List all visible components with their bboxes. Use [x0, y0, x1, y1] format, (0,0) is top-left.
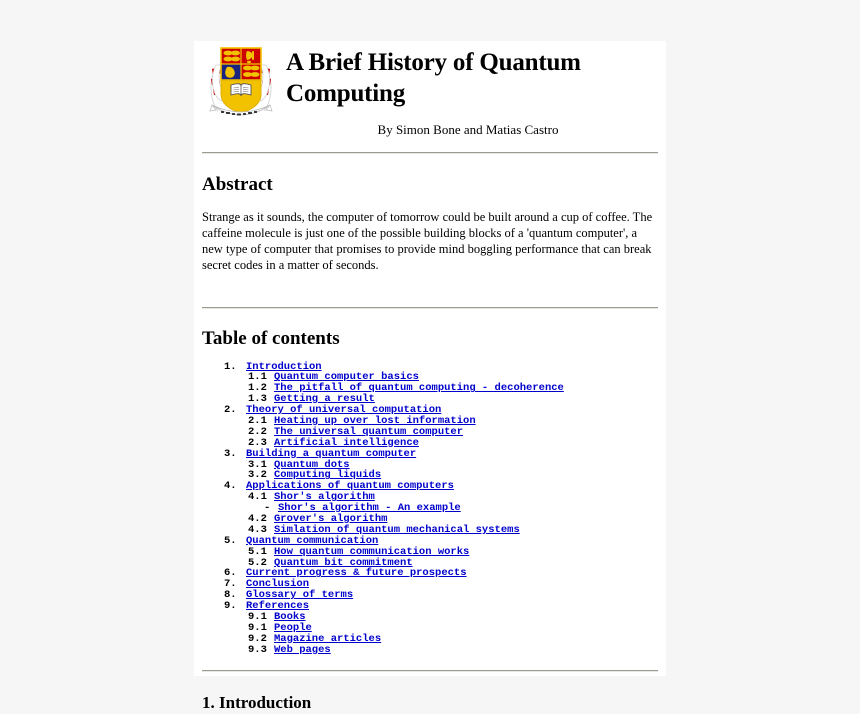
toc-item-link[interactable]: The universal quantum computer	[274, 425, 464, 438]
toc-item-number: 9.2	[248, 632, 267, 645]
crest-container	[202, 43, 278, 127]
toc-item	[202, 460, 658, 471]
toc-item-link[interactable]: Theory of universal computation	[246, 404, 442, 417]
toc-item-number: 4.	[224, 480, 237, 493]
toc-item-number: 4.3	[248, 523, 267, 536]
toc-item	[202, 383, 658, 394]
toc-item-link[interactable]: Conclusion	[246, 578, 310, 591]
toc-item	[202, 634, 658, 645]
toc-item-number: 4.1	[248, 491, 267, 504]
toc-item-link[interactable]: Getting a result	[274, 393, 375, 406]
toc-item-number: 9.1	[248, 621, 267, 634]
toc-item-number: 9.1	[248, 610, 267, 623]
page-title: A Brief History of Quantum Computing	[286, 49, 581, 107]
toc-item-number: 9.3	[248, 643, 267, 656]
divider-after-header	[202, 152, 658, 154]
toc-item-link[interactable]: Artificial intelligence	[274, 436, 419, 449]
toc-item-number: 2.2	[248, 425, 267, 438]
toc-item-number: 5.1	[248, 545, 267, 558]
toc-item-number: 1.2	[248, 382, 267, 395]
toc-item-link[interactable]: Books	[274, 610, 306, 623]
introduction-heading: 1. Introduction	[202, 692, 312, 712]
toc-item-link[interactable]: Simlation of quantum mechanical systems	[274, 523, 520, 536]
page-inner	[194, 41, 666, 713]
toc-item-number: 7.	[224, 578, 237, 591]
toc-heading: Table of contents	[202, 327, 340, 349]
toc-item-number: 1.1	[248, 371, 267, 384]
toc-item	[202, 449, 658, 460]
toc-item-number: -	[264, 502, 271, 515]
toc-item-link[interactable]: Introduction	[246, 360, 322, 373]
toc-item	[202, 362, 658, 373]
toc-item-link[interactable]: Shor's algorithm - An example	[278, 502, 461, 515]
toc-item-number: 8.	[224, 589, 237, 602]
toc-item-link[interactable]: The pitfall of quantum computing - decoherence	[274, 382, 564, 395]
toc-item-link[interactable]: Quantum computer basics	[274, 371, 419, 384]
coat-of-arms-icon	[208, 45, 274, 127]
toc-item-number: 3.	[224, 447, 237, 460]
toc-item-link[interactable]: Applications of quantum computers	[246, 480, 454, 493]
toc-item-number: 2.3	[248, 436, 267, 449]
toc-item-number: 5.	[224, 534, 237, 547]
toc-item-link[interactable]: Shor's algorithm	[274, 491, 375, 504]
toc-item-link[interactable]: Quantum communication	[246, 534, 379, 547]
toc-item	[202, 503, 658, 514]
toc-item-link[interactable]: Grover's algorithm	[274, 512, 388, 525]
toc-item-link[interactable]: How quantum communication works	[274, 545, 470, 558]
toc-item-link[interactable]: Heating up over lost information	[274, 414, 476, 427]
table-of-contents	[202, 362, 658, 656]
toc-item-number: 2.	[224, 404, 237, 417]
toc-item-link[interactable]: Quantum bit commitment	[274, 556, 413, 569]
byline: By Simon Bone and Matias Castro	[377, 121, 559, 137]
toc-item-number: 4.2	[248, 512, 267, 525]
toc-item	[202, 547, 658, 558]
toc-item-number: 2.1	[248, 414, 267, 427]
toc-item-link[interactable]: Magazine articles	[274, 632, 382, 645]
toc-item-link[interactable]: Quantum dots	[274, 458, 350, 471]
toc-item-link[interactable]: References	[246, 600, 310, 613]
toc-item	[202, 623, 658, 634]
toc-item-number: 9.	[224, 600, 237, 613]
toc-item-link[interactable]: Web pages	[274, 643, 331, 656]
toc-item	[202, 612, 658, 623]
abstract-body: Strange as it sounds, the computer of tomorrow could be built around a cup of coffee. The caffeine molecule is just one of the possible building blocks of a 'quantum computer', a new type of computer that promises to provide mind boggling performance that can break secret codes in a matter of seconds.	[202, 209, 653, 272]
toc-item	[202, 601, 658, 612]
toc-item	[202, 427, 658, 438]
abstract-heading: Abstract	[202, 173, 273, 195]
toc-item-link[interactable]: Computing liquids	[274, 469, 382, 482]
document-header	[202, 41, 658, 138]
toc-item	[202, 645, 658, 656]
toc-item-number: 5.2	[248, 556, 267, 569]
toc-item-number: 3.2	[248, 469, 267, 482]
divider-after-abstract	[202, 307, 658, 309]
toc-item-number: 6.	[224, 567, 237, 580]
toc-item-link[interactable]: Current progress & future prospects	[246, 567, 467, 580]
toc-item-number: 1.	[224, 360, 237, 373]
toc-item-link[interactable]: Building a quantum computer	[246, 447, 417, 460]
toc-item-link[interactable]: People	[274, 621, 312, 634]
toc-item-link[interactable]: Glossary of terms	[246, 589, 354, 602]
divider-after-toc	[202, 670, 658, 672]
toc-item	[202, 481, 658, 492]
toc-item-number: 1.3	[248, 393, 267, 406]
document-page	[194, 41, 666, 712]
title-block	[278, 43, 658, 138]
toc-item-number: 3.1	[248, 458, 267, 471]
